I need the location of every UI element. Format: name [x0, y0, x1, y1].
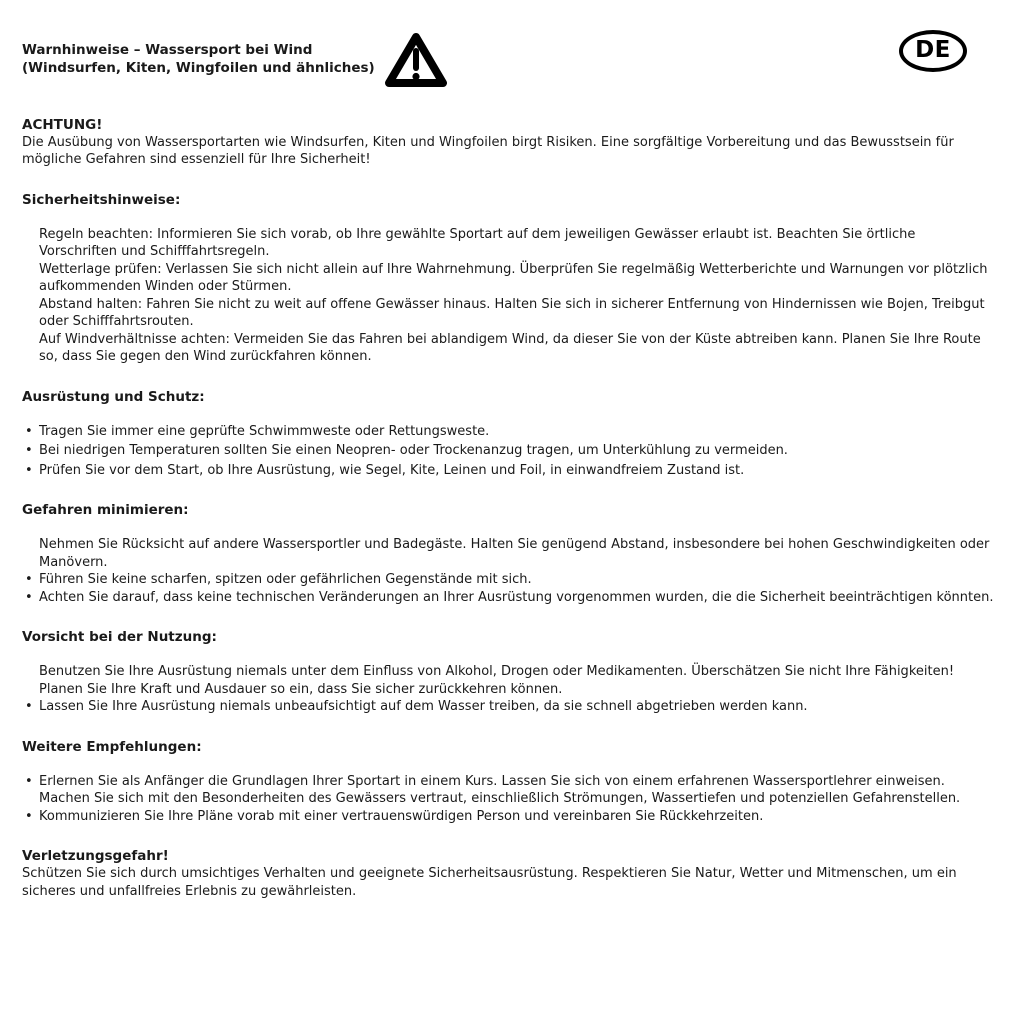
section-heading: Sicherheitshinweise:	[22, 191, 181, 208]
item-list	[22, 226, 995, 366]
item-list	[22, 536, 995, 606]
item-list	[22, 423, 995, 480]
list-item: • Führen Sie keine scharfen, spitzen oder gefährlichen Gegenstände mit sich.	[22, 571, 995, 589]
section-heading: Gefahren minimieren:	[22, 502, 189, 518]
list-item: • Prüfen Sie vor dem Start, ob Ihre Ausrüstung, wie Segel, Kite, Leinen und Foil, in einwandfreiem Zustand ist.	[22, 462, 995, 480]
list-item: Auf Windverhältnisse achten: Vermeiden Sie das Fahren bei ablandigem Wind, da dieser Sie von der Küste abtreiben kann. Planen Sie Ihre Route so, dass Sie gegen den Wind zurückfahren können.	[39, 331, 981, 364]
section-body: Die Ausübung von Wassersportarten wie Windsurfen, Kiten und Wingfoilen birgt Risiken. Eine sorgfältige Vorbereitung und das Bewusstsein für mögliche Gefahren sind essenziell für Ihre Sicherheit!	[22, 134, 954, 167]
section-empfehlungen	[22, 738, 995, 826]
section-heading: Ausrüstung und Schutz:	[22, 388, 205, 405]
list-item: • Lassen Sie Ihre Ausrüstung niemals unbeaufsichtigt auf dem Wasser treiben, da sie schnell abgetrieben werden kann.	[22, 698, 995, 716]
warning-triangle-icon	[385, 30, 447, 96]
section-achtung	[22, 116, 995, 169]
list-item: • Erlernen Sie als Anfänger die Grundlagen Ihrer Sportart in einem Kurs. Lassen Sie sich von einem erfahrenen Wassersportlehrer einweisen.	[22, 773, 995, 791]
list-item: • Kommunizieren Sie Ihre Pläne vorab mit einer vertrauenswürdigen Person und vereinbaren Sie Rückkehrzeiten.	[22, 808, 995, 826]
item-list	[22, 663, 995, 716]
section-heading: Vorsicht bei der Nutzung:	[22, 629, 217, 645]
language-badge: DE	[899, 30, 967, 72]
list-item: Machen Sie sich mit den Besonderheiten des Gewässers vertraut, einschließlich Strömungen, Wassertiefen und potenziellen Gefahrenstellen.	[39, 791, 961, 806]
document-title	[22, 30, 375, 77]
section-verletzungsgefahr	[22, 847, 995, 900]
list-item: • Bei niedrigen Temperaturen sollten Sie einen Neopren- oder Trockenanzug tragen, um Unterkühlung zu vermeiden.	[22, 442, 995, 460]
list-item: Benutzen Sie Ihre Ausrüstung niemals unter dem Einfluss von Alkohol, Drogen oder Medikamenten. Überschätzen Sie nicht Ihre Fähigkeiten! Planen Sie Ihre Kraft und Ausdauer so ein, dass Sie sicher zurückkehren können.	[39, 664, 955, 697]
section-heading: ACHTUNG!	[22, 116, 103, 133]
list-item: Abstand halten: Fahren Sie nicht zu weit auf offene Gewässer hinaus. Halten Sie sich in sicherer Entfernung von Hindernissen wie Bojen, Treibgut oder Schifffahrtsrouten.	[39, 296, 985, 329]
section-vorsicht	[22, 628, 995, 716]
section-gefahren	[22, 501, 995, 606]
item-list	[22, 773, 995, 826]
section-heading: Weitere Empfehlungen:	[22, 738, 202, 755]
section-heading: Verletzungsgefahr!	[22, 848, 169, 864]
list-item: Nehmen Sie Rücksicht auf andere Wassersportler und Badegäste. Halten Sie genügend Abstand, insbesondere bei hohen Geschwindigkeiten oder Manövern.	[39, 537, 990, 570]
list-item: • Tragen Sie immer eine geprüfte Schwimmweste oder Rettungsweste.	[22, 423, 995, 441]
list-item: • Achten Sie darauf, dass keine technischen Veränderungen an Ihrer Ausrüstung vorgenommen wurden, die die Sicherheit beeinträchtigen könnten.	[22, 589, 995, 607]
list-item: Wetterlage prüfen: Verlassen Sie sich nicht allein auf Ihre Wahrnehmung. Überprüfen Sie regelmäßig Wetterberichte und Warnungen vor plötzlich aufkommenden Winden oder Stürmen.	[39, 261, 988, 294]
list-item: Regeln beachten: Informieren Sie sich vorab, ob Ihre gewählte Sportart auf dem jeweiligen Gewässer erlaubt ist. Beachten Sie örtliche Vorschriften und Schifffahrtsregeln.	[39, 226, 916, 259]
section-body: Schützen Sie sich durch umsichtiges Verhalten und geeignete Sicherheitsausrüstung. Respektieren Sie Natur, Wetter und Mitmenschen, um ein sicheres und unfallfreies Erlebnis zu gewährleisten.	[22, 866, 957, 899]
title-line-1: Warnhinweise – Wassersport bei Wind	[22, 42, 313, 58]
section-ausruestung	[22, 388, 995, 480]
document-header	[22, 30, 995, 96]
title-line-2: (Windsurfen, Kiten, Wingfoilen und ähnliches)	[22, 60, 375, 76]
section-sicherheitshinweise	[22, 191, 995, 366]
